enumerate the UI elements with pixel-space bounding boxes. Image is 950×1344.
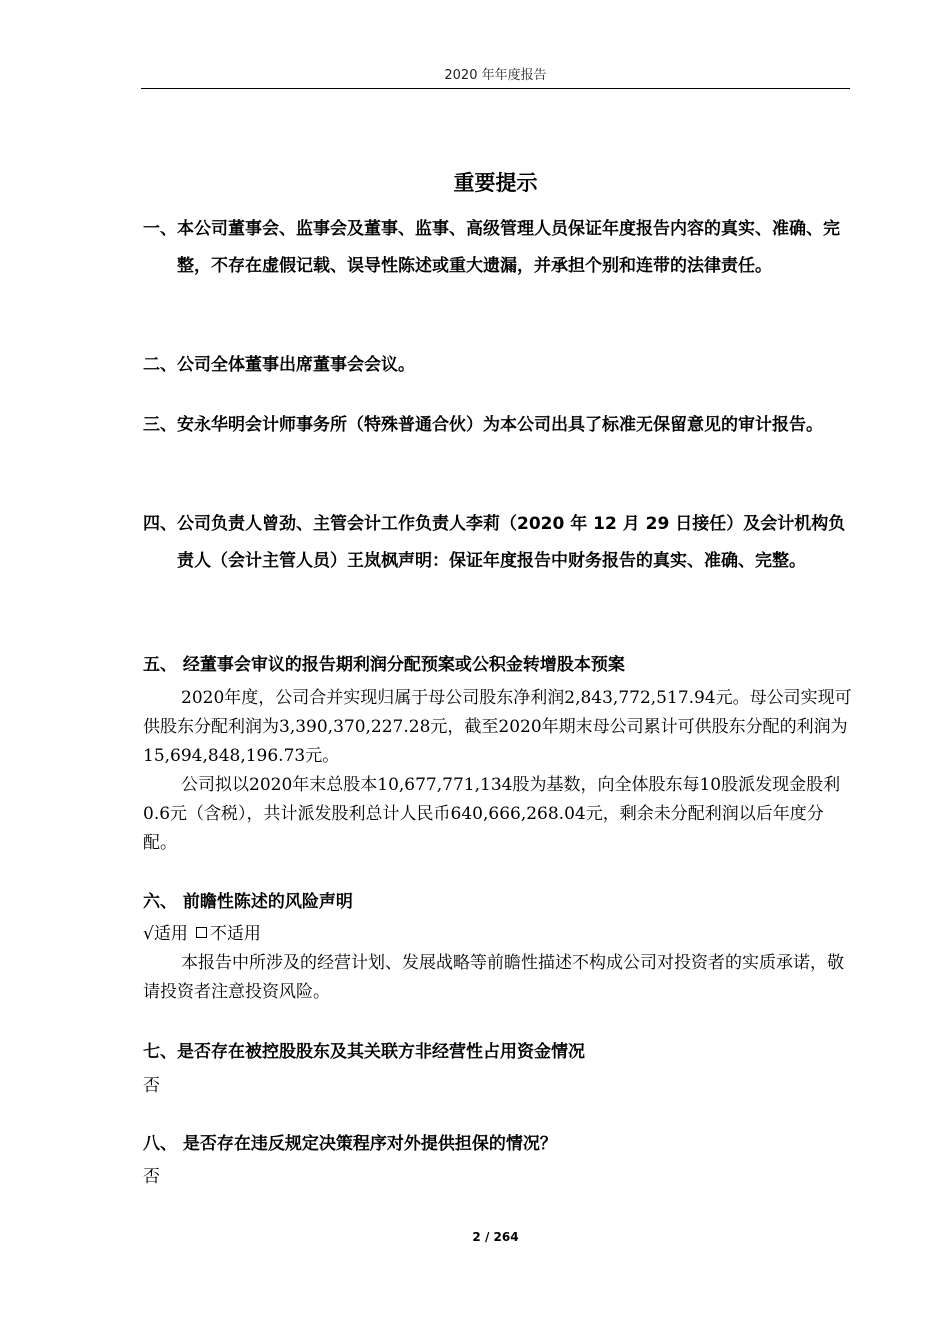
item-text: 安永华明会计师事务所（特殊普通合伙）为本公司出具了标准无保留意见的审计报告。 (177, 415, 823, 435)
section5-heading: 五、 经董事会审议的报告期利润分配预案或公积金转增股本预案 (143, 655, 625, 675)
section5-paragraph-2: 公司拟以2020年末总股本10,677,771,134股为基数，向全体股东每10股派发现金股利0.6元（含税），共计派发股利总计人民币640,666,268.04元，剩余未分配利润以后年度分配。 (143, 775, 841, 853)
section5-paragraph-1: 2020年度，公司合并实现归属于母公司股东净利润2,843,772,517.94元。母公司实现可供股东分配利润为3,390,370,227.28元，截至2020年期末母公司累计可供股东分配的利润为15,694,848,196.73元。 (143, 688, 852, 766)
section8-heading: 八、 是否存在违反规定决策程序对外提供担保的情况？ (143, 1134, 557, 1154)
item-number: 四、 (143, 514, 177, 534)
notice-item-2 (143, 347, 855, 384)
section6-body (143, 920, 855, 1007)
page-title: 重要提示 (453, 171, 538, 195)
page-header: 2020 年年度报告 (444, 68, 547, 83)
item-text: 本公司董事会、监事会及董事、监事、高级管理人员保证年度报告内容的真实、准确、完整，不存在虚假记载、误导性陈述或重大遗漏，并承担个别和连带的法律责任。 (177, 219, 840, 276)
item-text: 公司负责人曾劲、主管会计工作负责人李莉（2020 年 12 月 29 日接任）及会计机构负责人（会计主管人员）王岚枫声明：保证年度报告中财务报告的真实、准确、完整。 (177, 514, 846, 571)
page-number: 2 / 264 (472, 1230, 519, 1244)
section7-answer: 否 (143, 1076, 160, 1096)
applicable-option: √适用 (143, 924, 188, 944)
item-number: 三、 (143, 415, 177, 435)
checkbox-icon (196, 927, 207, 938)
item-number: 一、 (143, 219, 177, 239)
header-divider (141, 88, 850, 89)
notice-item-3 (143, 407, 855, 444)
item-number: 二、 (143, 355, 177, 375)
section6-paragraph: 本报告中所涉及的经营计划、发展战略等前瞻性描述不构成公司对投资者的实质承诺，敬请投资者注意投资风险。 (143, 953, 844, 1002)
section6-heading: 六、 前瞻性陈述的风险声明 (143, 892, 353, 912)
item-text: 公司全体董事出席董事会会议。 (177, 355, 415, 375)
section5-body (143, 684, 855, 858)
applicability-row (143, 920, 855, 949)
notice-item-4 (143, 506, 855, 580)
not-applicable-option: 不适用 (209, 924, 261, 944)
section7-heading: 七、是否存在被控股股东及其关联方非经营性占用资金情况 (143, 1042, 585, 1062)
section8-answer: 否 (143, 1167, 160, 1187)
notice-item-1 (143, 211, 855, 285)
